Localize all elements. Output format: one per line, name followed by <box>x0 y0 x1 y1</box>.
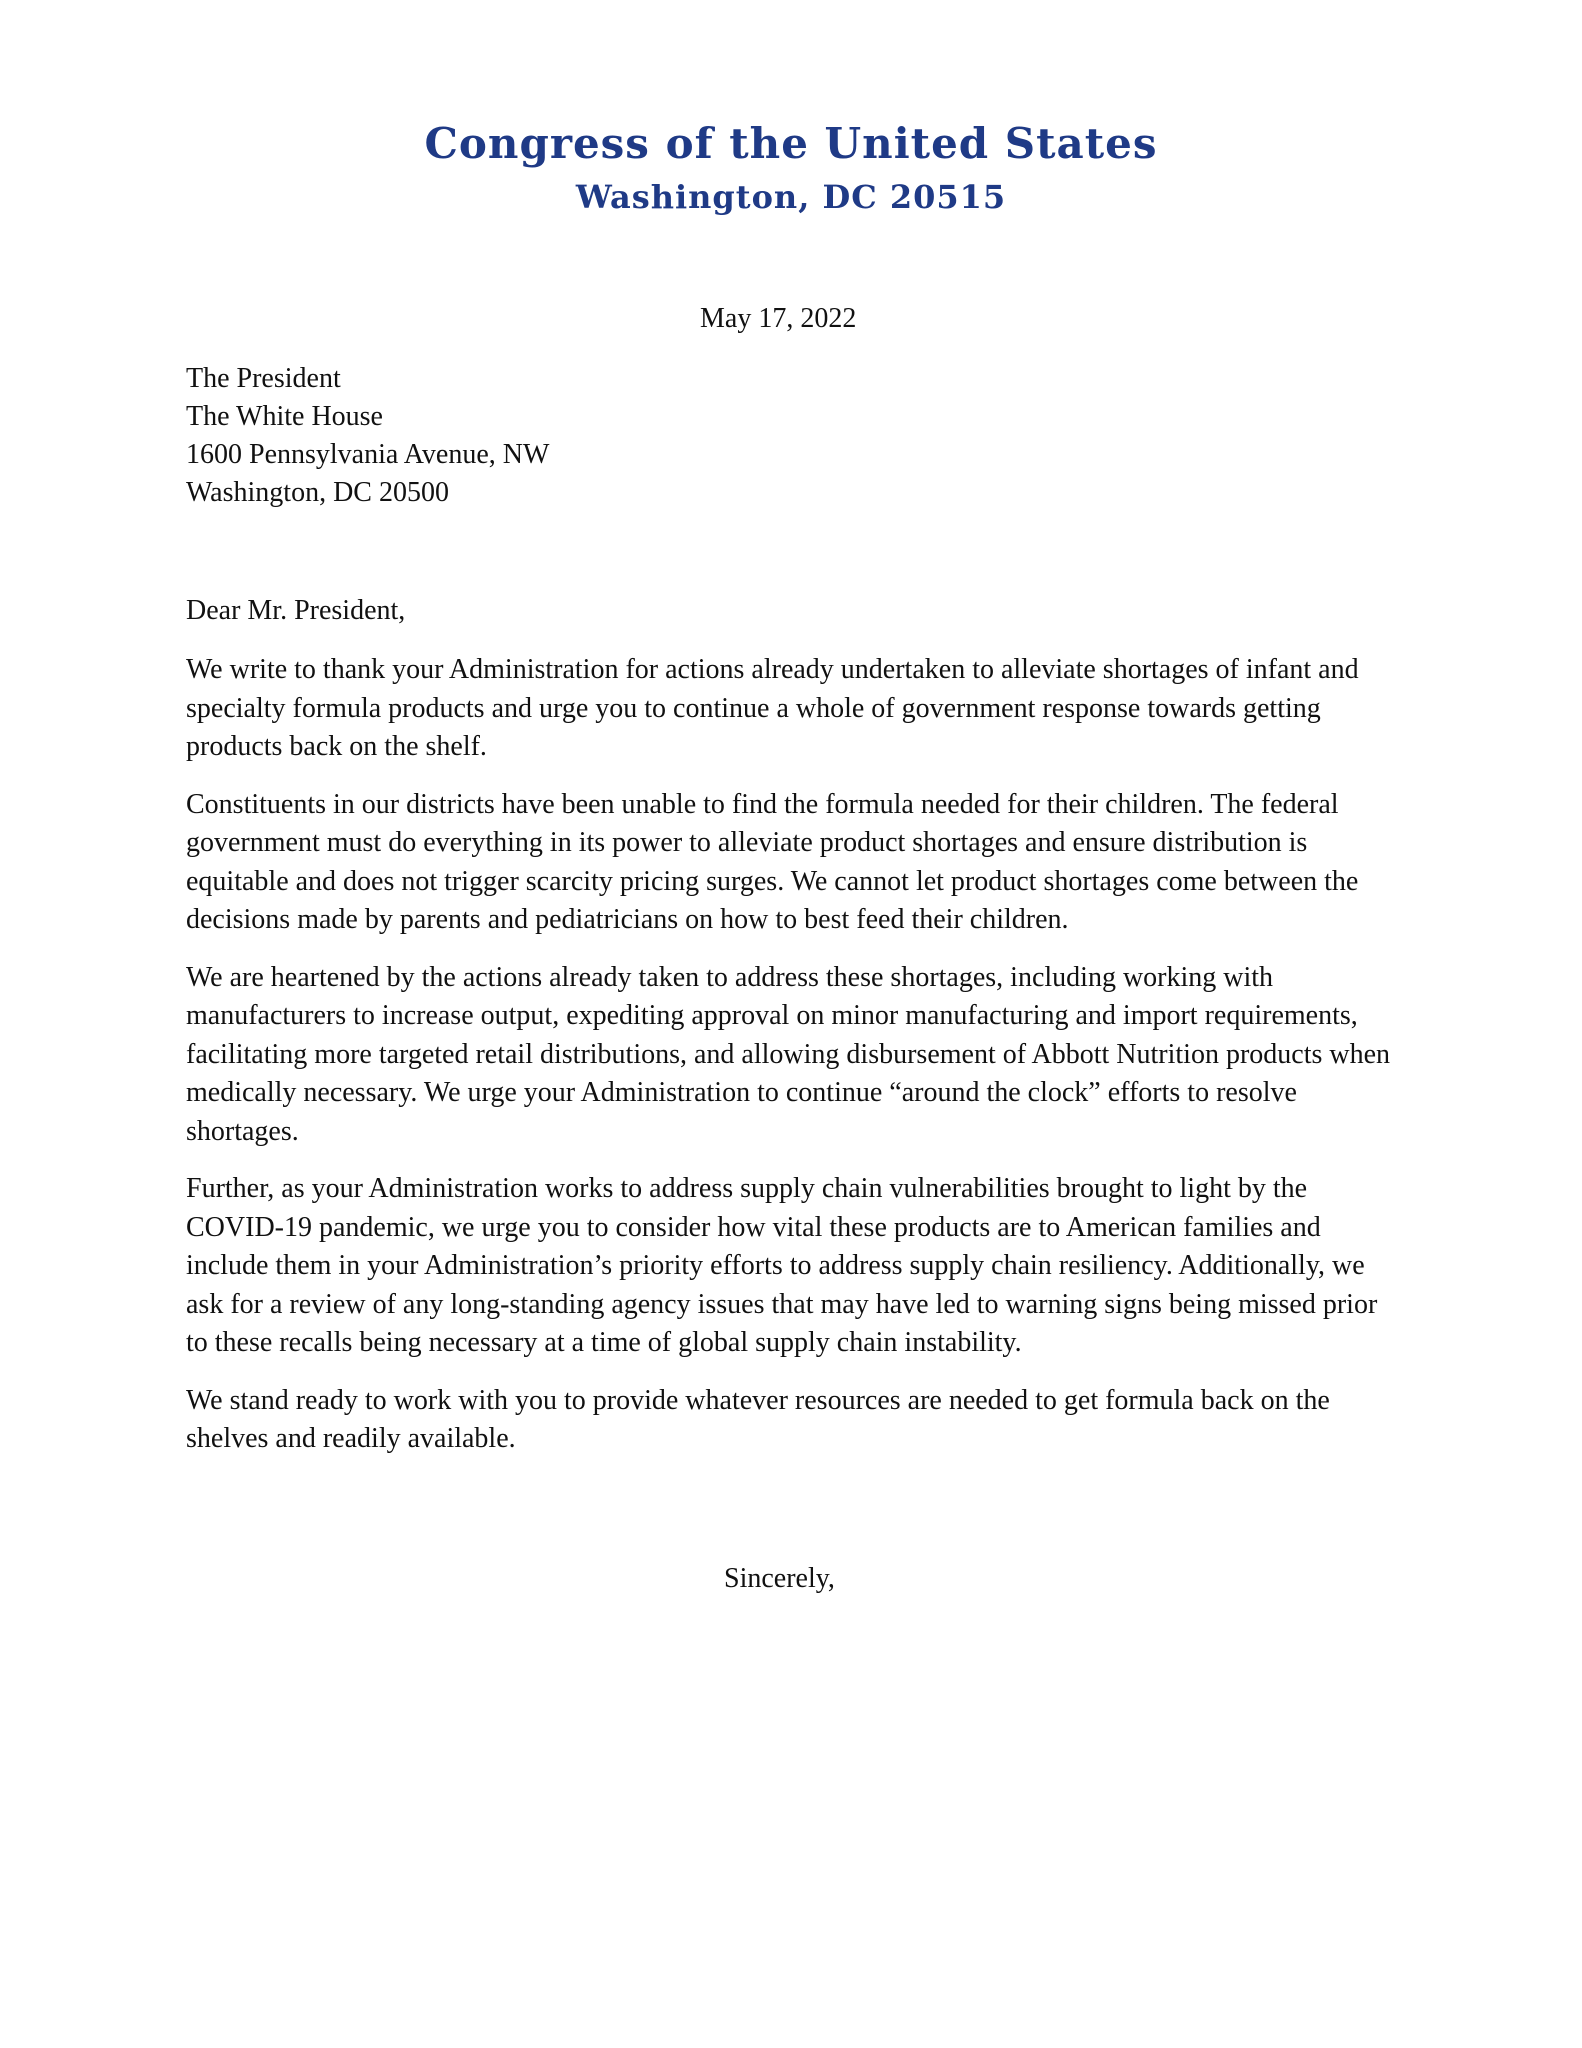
body-paragraph: We are heartened by the actions already taken to address these shortages, including working with manufacturers to increase output, expediting approval on minor manufacturing and import requirements, facilitating more targeted retail distributions, and allowing disbursement of Abbott Nutrition products when medically necessary. We urge your Administration to continue “around the clock” efforts to resolve shortages. <box>186 961 1391 1147</box>
recipient-line: Washington, DC 20500 <box>186 477 449 508</box>
body-paragraph: We stand ready to work with you to provide whatever resources are needed to get formula back on the shelves and readily available. <box>186 1384 1330 1454</box>
letterhead-city: Washington, DC 20515 <box>575 178 1007 216</box>
letter-date: May 17, 2022 <box>700 303 857 334</box>
body-paragraph: Constituents in our districts have been unable to find the formula needed for their children. The federal government must do everything in its power to alleviate product shortages and ensure distribution is equitable and does not trigger scarcity pricing surges. We cannot let product shortages come between the decisions made by parents and pediatricians on how to best feed their children. <box>186 788 1359 935</box>
recipient-line: The White House <box>186 401 383 432</box>
letter-body <box>186 651 1396 1478</box>
body-paragraph: Further, as your Administration works to address supply chain vulnerabilities brought to light by the COVID-19 pandemic, we urge you to consider how vital these products are to American families and include them in your Administration’s priority efforts to address supply chain resiliency. Additionally, we ask for a review of any long-standing agency issues that may have led to warning signs being missed prior to these recalls being necessary at a time of global supply chain instability. <box>186 1173 1378 1358</box>
closing: Sincerely, <box>724 1563 835 1594</box>
recipient-address <box>186 360 549 512</box>
letterhead <box>0 118 1582 218</box>
body-paragraph: We write to thank your Administration for actions already undertaken to alleviate shortages of infant and specialty formula products and urge you to continue a whole of government response towards getting products back on the shelf. <box>186 654 1359 762</box>
salutation: Dear Mr. President, <box>186 595 406 626</box>
recipient-line: The President <box>186 363 341 394</box>
letterhead-organization: Congress of the United States <box>424 119 1158 168</box>
recipient-line: 1600 Pennsylvania Avenue, NW <box>186 439 550 470</box>
